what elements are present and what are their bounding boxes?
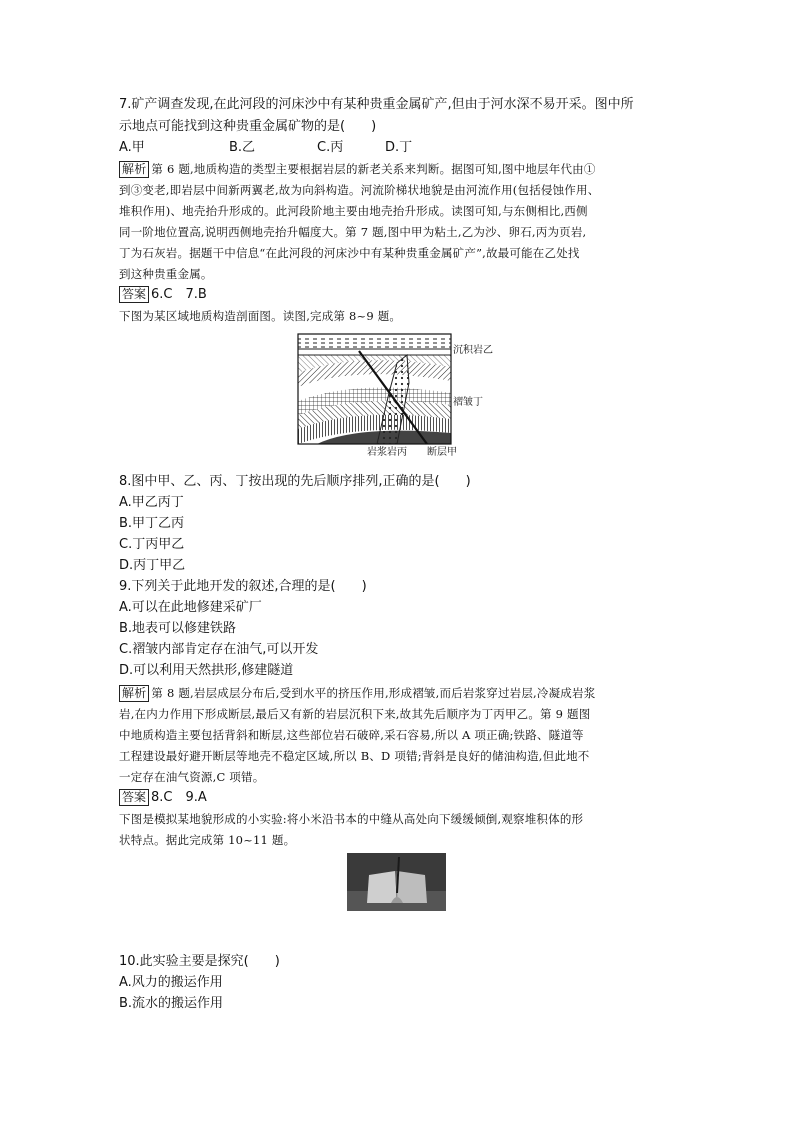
q8-option-b: B.甲丁乙丙 xyxy=(119,516,185,531)
analysis1-line6: 到这种贵重金属。 xyxy=(119,267,213,281)
answer2-text: 8.C 9.A xyxy=(151,790,207,805)
q10-option-a: A.风力的搬运作用 xyxy=(119,975,223,990)
answer-tag: 答案 xyxy=(119,789,149,806)
analysis2-line3: 中地质构造主要包括背斜和断层,这些部位岩石破碎,采石容易,所以 A 项正确;铁路、隧道等 xyxy=(119,728,584,742)
label-fault: 断层甲 xyxy=(427,447,457,458)
q9-option-b: B.地表可以修建铁路 xyxy=(119,621,237,636)
experiment-photo xyxy=(347,853,446,911)
q7-stem-line1: 7.矿产调查发现,在此河段的河床沙中有某种贵重金属矿产,但由于河水深不易开采。图中所 xyxy=(119,97,634,112)
analysis2-line4: 工程建设最好避开断层等地壳不稳定区域,所以 B、D 项错;背斜是良好的储油构造,但此地不 xyxy=(119,749,590,763)
q10-stem: 10.此实验主要是探究( ) xyxy=(119,954,280,969)
q9-option-a: A.可以在此地修建采矿厂 xyxy=(119,600,262,615)
analysis1-line5: 丁为石灰岩。据题干中信息“在此河段的河床沙中有某种贵重金属矿产”,故最可能在乙处找 xyxy=(119,246,580,260)
intro-q8-9: 下图为某区域地质构造剖面图。读图,完成第 8~9 题。 xyxy=(119,309,402,323)
q8-option-a: A.甲乙丙丁 xyxy=(119,495,184,510)
analysis2-line2: 岩,在内力作用下形成断层,最后又有新的岩层沉积下来,故其先后顺序为丁丙甲乙。第 9 题图 xyxy=(119,707,591,721)
q7-option-c: C.丙 xyxy=(317,140,344,155)
analysis1-line4: 同一阶地位置高,说明西侧地壳抬升幅度大。第 7 题,图中甲为粘土,乙为沙、卵石,丙为页岩, xyxy=(119,225,587,239)
q7-option-b: B.乙 xyxy=(229,140,256,155)
experiment-photo-drawing xyxy=(347,853,446,911)
q7-option-a: A.甲 xyxy=(119,140,145,155)
label-fold: 褶皱丁 xyxy=(453,397,483,408)
analysis1-line1: 解析 第 6 题,地质构造的类型主要根据岩层的新老关系来判断。据图可知,图中地层年代由① xyxy=(119,159,596,179)
analysis2-line1: 解析 第 8 题,岩层成层分布后,受到水平的挤压作用,形成褶皱,而后岩浆穿过岩层,冷凝成岩浆 xyxy=(119,683,595,703)
q7-option-d: D.丁 xyxy=(385,140,413,155)
geologic-section-diagram xyxy=(297,333,452,445)
label-magmatic-rock: 岩浆岩丙 xyxy=(367,447,407,458)
q9-option-d: D.可以利用天然拱形,修建隧道 xyxy=(119,663,294,678)
answer1-line xyxy=(119,285,207,305)
answer-tag: 答案 xyxy=(119,286,149,303)
analysis2-line5: 一定存在油气资源,C 项错。 xyxy=(119,770,265,784)
q8-option-c: C.丁丙甲乙 xyxy=(119,537,185,552)
answer2-line xyxy=(119,788,207,808)
geologic-section-figure xyxy=(297,333,517,463)
q8-stem: 8.图中甲、乙、丙、丁按出现的先后顺序排列,正确的是( ) xyxy=(119,474,471,489)
answer1-text: 6.C 7.B xyxy=(151,287,207,302)
intro-q10-11-line1: 下图是模拟某地貌形成的小实验:将小米沿书本的中缝从高处向下缓缓倾倒,观察堆积体的形 xyxy=(119,812,584,826)
analysis1-line2: 到③变老,即岩层中间新两翼老,故为向斜构造。河流阶梯状地貌是由河流作用(包括侵蚀作用、 xyxy=(119,183,600,197)
q8-option-d: D.丙丁甲乙 xyxy=(119,558,186,573)
analysis-tag: 解析 xyxy=(119,161,149,178)
q9-option-c: C.褶皱内部肯定存在油气,可以开发 xyxy=(119,642,319,657)
intro-q10-11-line2: 状特点。据此完成第 10~11 题。 xyxy=(119,833,296,847)
q10-option-b: B.流水的搬运作用 xyxy=(119,996,224,1011)
analysis1-line3: 堆积作用)、地壳抬升形成的。此河段阶地主要由地壳抬升形成。读图可知,与东侧相比,西侧 xyxy=(119,204,588,218)
analysis-tag: 解析 xyxy=(119,685,149,702)
label-sedimentary-rock: 沉积岩乙 xyxy=(453,345,493,356)
q9-stem: 9.下列关于此地开发的叙述,合理的是( ) xyxy=(119,579,367,594)
q7-stem-line2: 示地点可能找到这种贵重金属矿物的是( ) xyxy=(119,119,377,134)
